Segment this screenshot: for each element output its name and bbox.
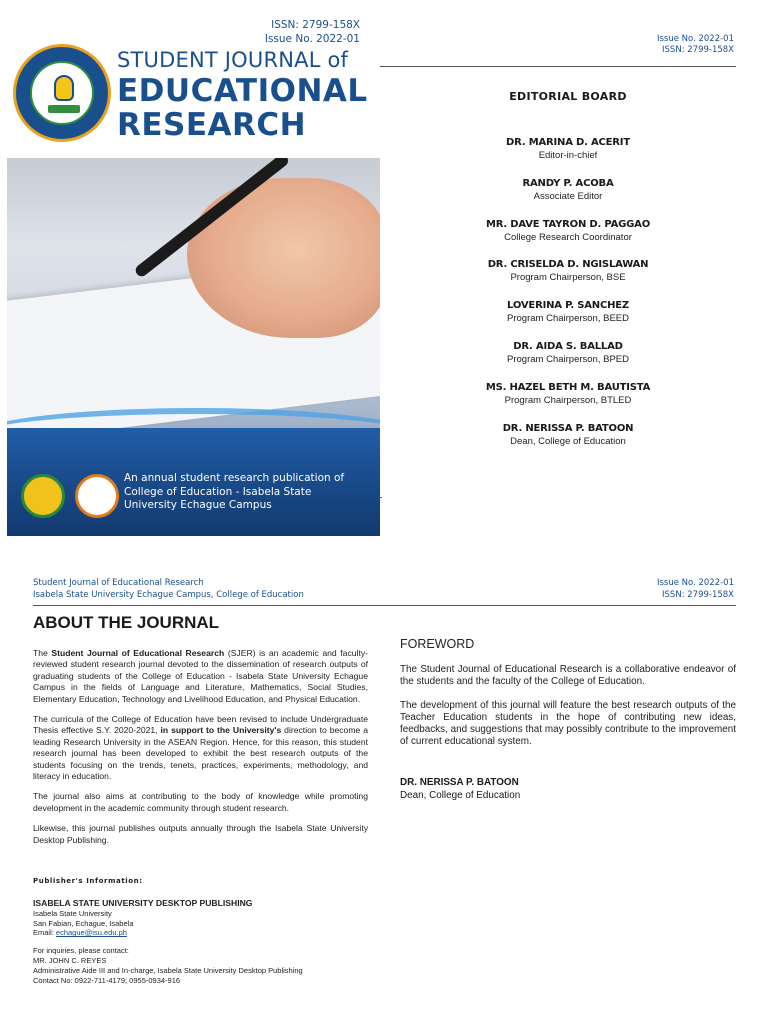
member-name: DR. AIDA S. BALLAD	[513, 340, 623, 352]
header-divider	[380, 66, 736, 67]
about-title: ABOUT THE JOURNAL	[33, 613, 220, 632]
book-icon	[48, 105, 80, 113]
about-paragraph-1: The Student Journal of Educational Research (SJER) is an academic and faculty-reviewed student research journal devoted to the dissemination of research outputs of graduating students of the College of Education - Isabela State University Echague Campus in the fields of Language and Literature, Mathematics, Social Studies, Elementary Education, Technology and Livelihood Education, and Physical Education.	[33, 648, 368, 704]
cover-title-line2: EDUCATIONAL	[117, 73, 368, 109]
board-member	[400, 136, 736, 177]
board-member	[400, 299, 736, 340]
member-role: Program Chairperson, BEED	[507, 313, 629, 325]
member-name: RANDY P. ACOBA	[522, 177, 614, 189]
publisher-heading: Publisher's Information:	[33, 877, 143, 885]
member-role: Program Chairperson, BSE	[510, 272, 626, 284]
university-seal-logo	[13, 44, 111, 142]
signatory-name: DR. NERISSA P. BATOON	[400, 777, 519, 788]
member-role: Associate Editor	[533, 190, 603, 202]
page-header-issue	[657, 34, 734, 56]
board-member	[400, 177, 736, 218]
lightbulb-icon	[54, 75, 74, 101]
publisher-email-line: Email: echague@isu.edu.ph	[33, 928, 127, 938]
member-role: Program Chairperson, BPED	[507, 353, 629, 365]
member-name: MS. HAZEL BETH M. BAUTISTA	[485, 381, 651, 393]
page2-issue-no: Issue No. 2022-01	[656, 578, 734, 588]
inquiry-label: For inquiries, please contact:	[33, 946, 129, 956]
board-member	[400, 258, 736, 299]
member-name: LOVERINA P. SANCHEZ	[507, 300, 629, 312]
member-name: DR. MARINA D. ACERIT	[506, 137, 630, 148]
member-role: Editor-in-chief	[538, 150, 598, 161]
publisher-org: ISABELA STATE UNIVERSITY DESKTOP PUBLISHING	[33, 897, 253, 908]
about-body	[33, 648, 368, 855]
journal-cover	[7, 8, 380, 536]
member-role: College Research Coordinator	[504, 231, 632, 243]
board-member	[400, 422, 736, 463]
member-role: Program Chairperson, BTLED	[504, 394, 632, 406]
cover-issue: Issue No. 2022-01	[264, 33, 360, 45]
cover-title-main	[117, 74, 368, 142]
about-paragraph-4: Likewise, this journal publishes outputs annually through the Isabela State University Desktop Publishing.	[33, 823, 368, 845]
institution-name: Isabela State University Echague Campus, College of Education	[33, 590, 304, 600]
page2-header-divider	[33, 605, 736, 606]
member-name: DR. CRISELDA D. NGISLAWAN	[487, 259, 649, 271]
about-paragraph-2: The curricula of the College of Education have been revised to include Undergraduate Thesis effective S.Y. 2020-2021, in support to the University's direction to become a leading Research University in the ASEAN Region. Hence, for this reason, this student research journal has been developed to exhibit the best research outputs of the students focusing on the trends, tenets, practices, experiments, methodology, and literacy in education.	[33, 714, 368, 782]
board-member	[400, 381, 736, 422]
foreword-signature	[400, 776, 520, 802]
cover-title-line1: STUDENT JOURNAL of	[117, 48, 349, 72]
about-paragraph-3: The journal also aims at contributing to the body of knowledge while promoting development in the academic community through student research.	[33, 791, 368, 813]
member-name: DR. NERISSA P. BATOON	[502, 422, 634, 434]
cover-issn: ISSN: 2799-158X	[271, 19, 360, 31]
publisher-info	[33, 877, 373, 985]
foreword-paragraph-2: The development of this journal will feature the best research outputs of the Teacher Education students in the hope of contributing new ideas, feedbacks, and suggestions that may possibly contribute to the improvement of current educational system.	[400, 699, 736, 748]
college-of-education-logo	[75, 474, 119, 518]
signatory-title: Dean, College of Education	[400, 790, 521, 801]
isu-logo	[21, 474, 65, 518]
page2-issn: ISSN: 2799-158X	[662, 590, 734, 600]
editorial-board-list	[400, 136, 736, 462]
cover-tagline: An annual student research publication of College of Education - Isabela State University Echague Campus	[124, 472, 345, 511]
member-role: Dean, College of Education	[510, 435, 626, 447]
email-link[interactable]: echague@isu.edu.ph	[55, 928, 127, 938]
cover-edge-mark	[378, 497, 382, 498]
foreword-body	[400, 664, 736, 760]
cover-issn-block	[265, 18, 360, 46]
publisher-line-2: San Fabian, Echague, Isabela	[33, 918, 134, 928]
member-name: MR. DAVE TAYRON D. PAGGAO	[485, 218, 651, 230]
contact-role: Administrative Aide III and In-charge, Isabela State University Desktop Publishing	[33, 965, 303, 975]
board-member	[400, 340, 736, 381]
page2-header-right	[657, 577, 734, 601]
contact-name: MR. JOHN C. REYES	[33, 955, 107, 965]
foreword-paragraph-1: The Student Journal of Educational Research is a collaborative endeavor of the students and the faculty of the College of Education.	[400, 664, 736, 688]
board-member	[400, 218, 736, 259]
contact-number: Contact No: 0922-711-4179; 0955-0934-916	[33, 975, 181, 985]
journal-name: Student Journal of Educational Research	[33, 578, 204, 588]
header-issn: ISSN: 2799-158X	[662, 45, 734, 55]
header-issue-no: Issue No. 2022-01	[656, 34, 734, 44]
cover-title-line3: RESEARCH	[117, 107, 307, 143]
editorial-board-title: EDITORIAL BOARD	[509, 90, 627, 103]
publisher-line-1: Isabela State University	[33, 908, 112, 918]
foreword-title: FOREWORD	[400, 637, 475, 651]
page2-header-left	[33, 577, 304, 601]
cover-header	[7, 8, 380, 158]
